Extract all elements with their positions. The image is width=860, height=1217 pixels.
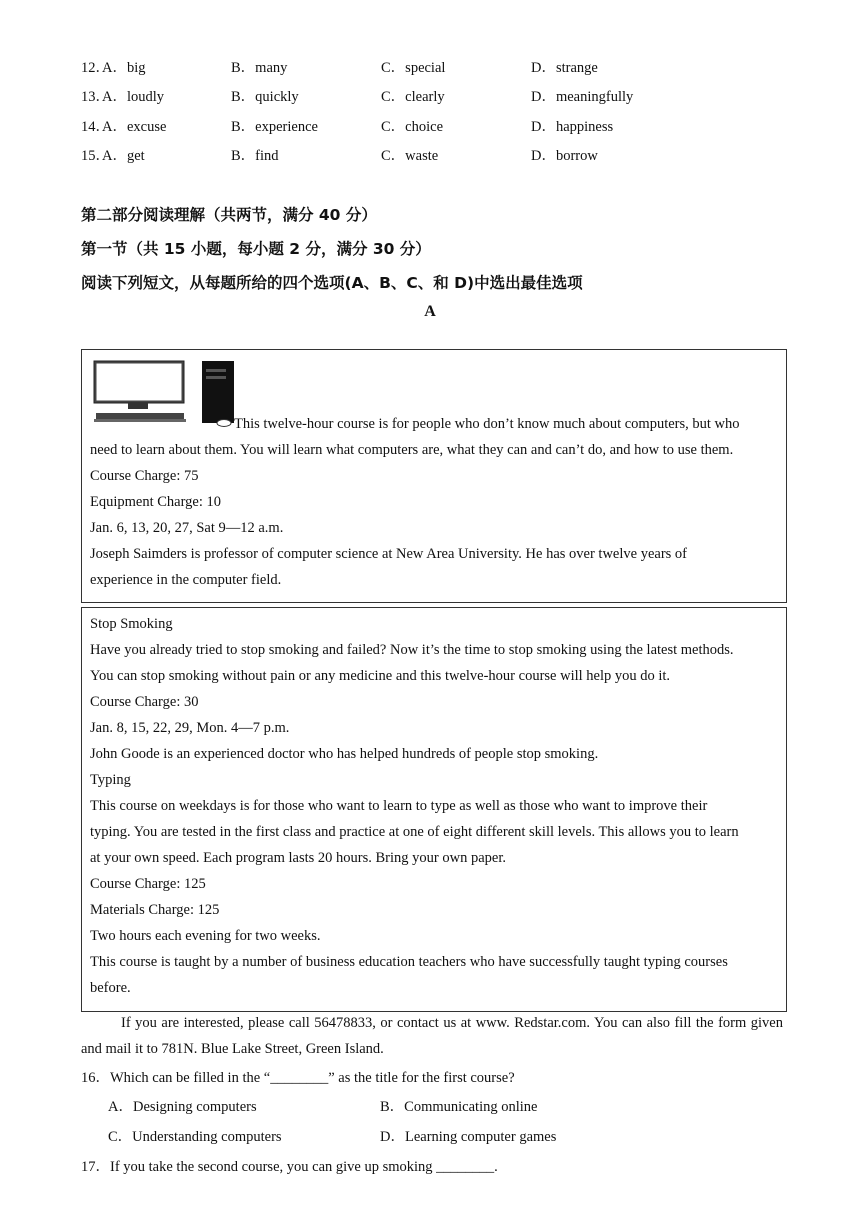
question-number: 12．	[81, 60, 110, 76]
part-two-heading: 第二部分阅读理解（共两节，满分 40 分）	[81, 206, 377, 224]
option-d: D．happiness	[531, 119, 614, 135]
q16-option-b: B．Communicating online	[380, 1099, 538, 1115]
course2-desc: Have you already tried to stop smoking and failed? Now it’s the time to stop smoking using the latest methods.	[90, 642, 734, 658]
other-courses-box	[81, 607, 787, 1012]
contact-paragraph: If you are interested, please call 56478833, or contact us at www. Redstar.com. You can also fill the form given and mail it to 781N. Blue Lake Street, Green Island.	[81, 1015, 783, 1057]
option-c: C．choice	[381, 119, 444, 135]
course3-materials: Materials Charge: 125	[90, 902, 220, 918]
question-number: 14．	[81, 119, 110, 135]
section-one-heading: 第一节（共 15 小题，每小题 2 分，满分 30 分）	[81, 240, 431, 258]
option-c: C．waste	[381, 148, 439, 164]
course1-intro: This twelve-hour course is for people who don’t know much about computers, but who	[234, 416, 740, 432]
course3-desc: This course on weekdays is for those who want to learn to type as well as those who want to improve their	[90, 798, 708, 814]
option-d: D．borrow	[531, 148, 598, 164]
course3-charge: Course Charge: 125	[90, 876, 206, 892]
option-row-12	[81, 58, 781, 78]
passage-letter: A	[424, 303, 436, 320]
q16-option-d: D．Learning computer games	[380, 1129, 557, 1145]
option-b: B．many	[231, 60, 288, 76]
course1-teacher: Joseph Saimders is professor of computer science at New Area University. He has over twelve years of	[90, 546, 687, 562]
q16-option-c: C．Understanding computers	[108, 1129, 282, 1145]
q16-option-a: A．Designing computers	[108, 1099, 257, 1115]
option-b: B．experience	[231, 119, 318, 135]
course1-charge: Course Charge: 75	[90, 468, 199, 484]
question-16: 16．Which can be filled in the “________” as the title for the first course?	[81, 1070, 515, 1086]
course1-teacher-cont: experience in the computer field.	[90, 572, 282, 588]
option-row-14	[81, 117, 781, 137]
course3-desc-end: at your own speed. Each program lasts 20 hours. Bring your own paper.	[90, 850, 506, 866]
option-b: B．find	[231, 148, 279, 164]
option-c: C．clearly	[381, 89, 445, 105]
course3-schedule: Two hours each evening for two weeks.	[90, 928, 321, 944]
course3-title: Typing	[90, 772, 131, 788]
question-17: 17．If you take the second course, you can give up smoking ________.	[81, 1159, 498, 1175]
option-a: A．excuse	[102, 119, 167, 135]
course2-desc-cont: You can stop smoking without pain or any medicine and this twelve-hour course will help you do it.	[90, 668, 671, 684]
course3-teacher: This course is taught by a number of business education teachers who have successfully taught typing courses	[90, 954, 728, 970]
option-c: C．special	[381, 60, 446, 76]
course1-dates: Jan. 6, 13, 20, 27, Sat 9—12 a.m.	[90, 520, 284, 536]
course2-charge: Course Charge: 30	[90, 694, 199, 710]
question-number: 15．	[81, 148, 110, 164]
option-d: D．strange	[531, 60, 598, 76]
course2-title: Stop Smoking	[90, 616, 173, 632]
course1-intro-cont: need to learn about them. You will learn what computers are, what they can and can’t do, and how to use them.	[90, 442, 734, 458]
option-row-15	[81, 146, 781, 166]
computer-course-box	[81, 349, 787, 603]
instruction-heading: 阅读下列短文，从每题所给的四个选项(A、B、C、和 D)中选出最佳选项	[81, 274, 583, 292]
option-a: A．loudly	[102, 89, 165, 105]
course3-desc-cont: typing. You are tested in the first class and practice at one of eight different skill levels. This allows you to learn	[90, 824, 739, 840]
course2-dates: Jan. 8, 15, 22, 29, Mon. 4—7 p.m.	[90, 720, 290, 736]
option-a: A．get	[102, 148, 145, 164]
course2-teacher: John Goode is an experienced doctor who has helped hundreds of people stop smoking.	[90, 746, 599, 762]
question-number: 13．	[81, 89, 110, 105]
option-b: B．quickly	[231, 89, 299, 105]
course1-equipment: Equipment Charge: 10	[90, 494, 222, 510]
course3-teacher-cont: before.	[90, 980, 131, 996]
option-row-13	[81, 87, 781, 107]
option-a: A．big	[102, 60, 146, 76]
option-d: D．meaningfully	[531, 89, 634, 105]
computer-icon	[92, 359, 234, 427]
